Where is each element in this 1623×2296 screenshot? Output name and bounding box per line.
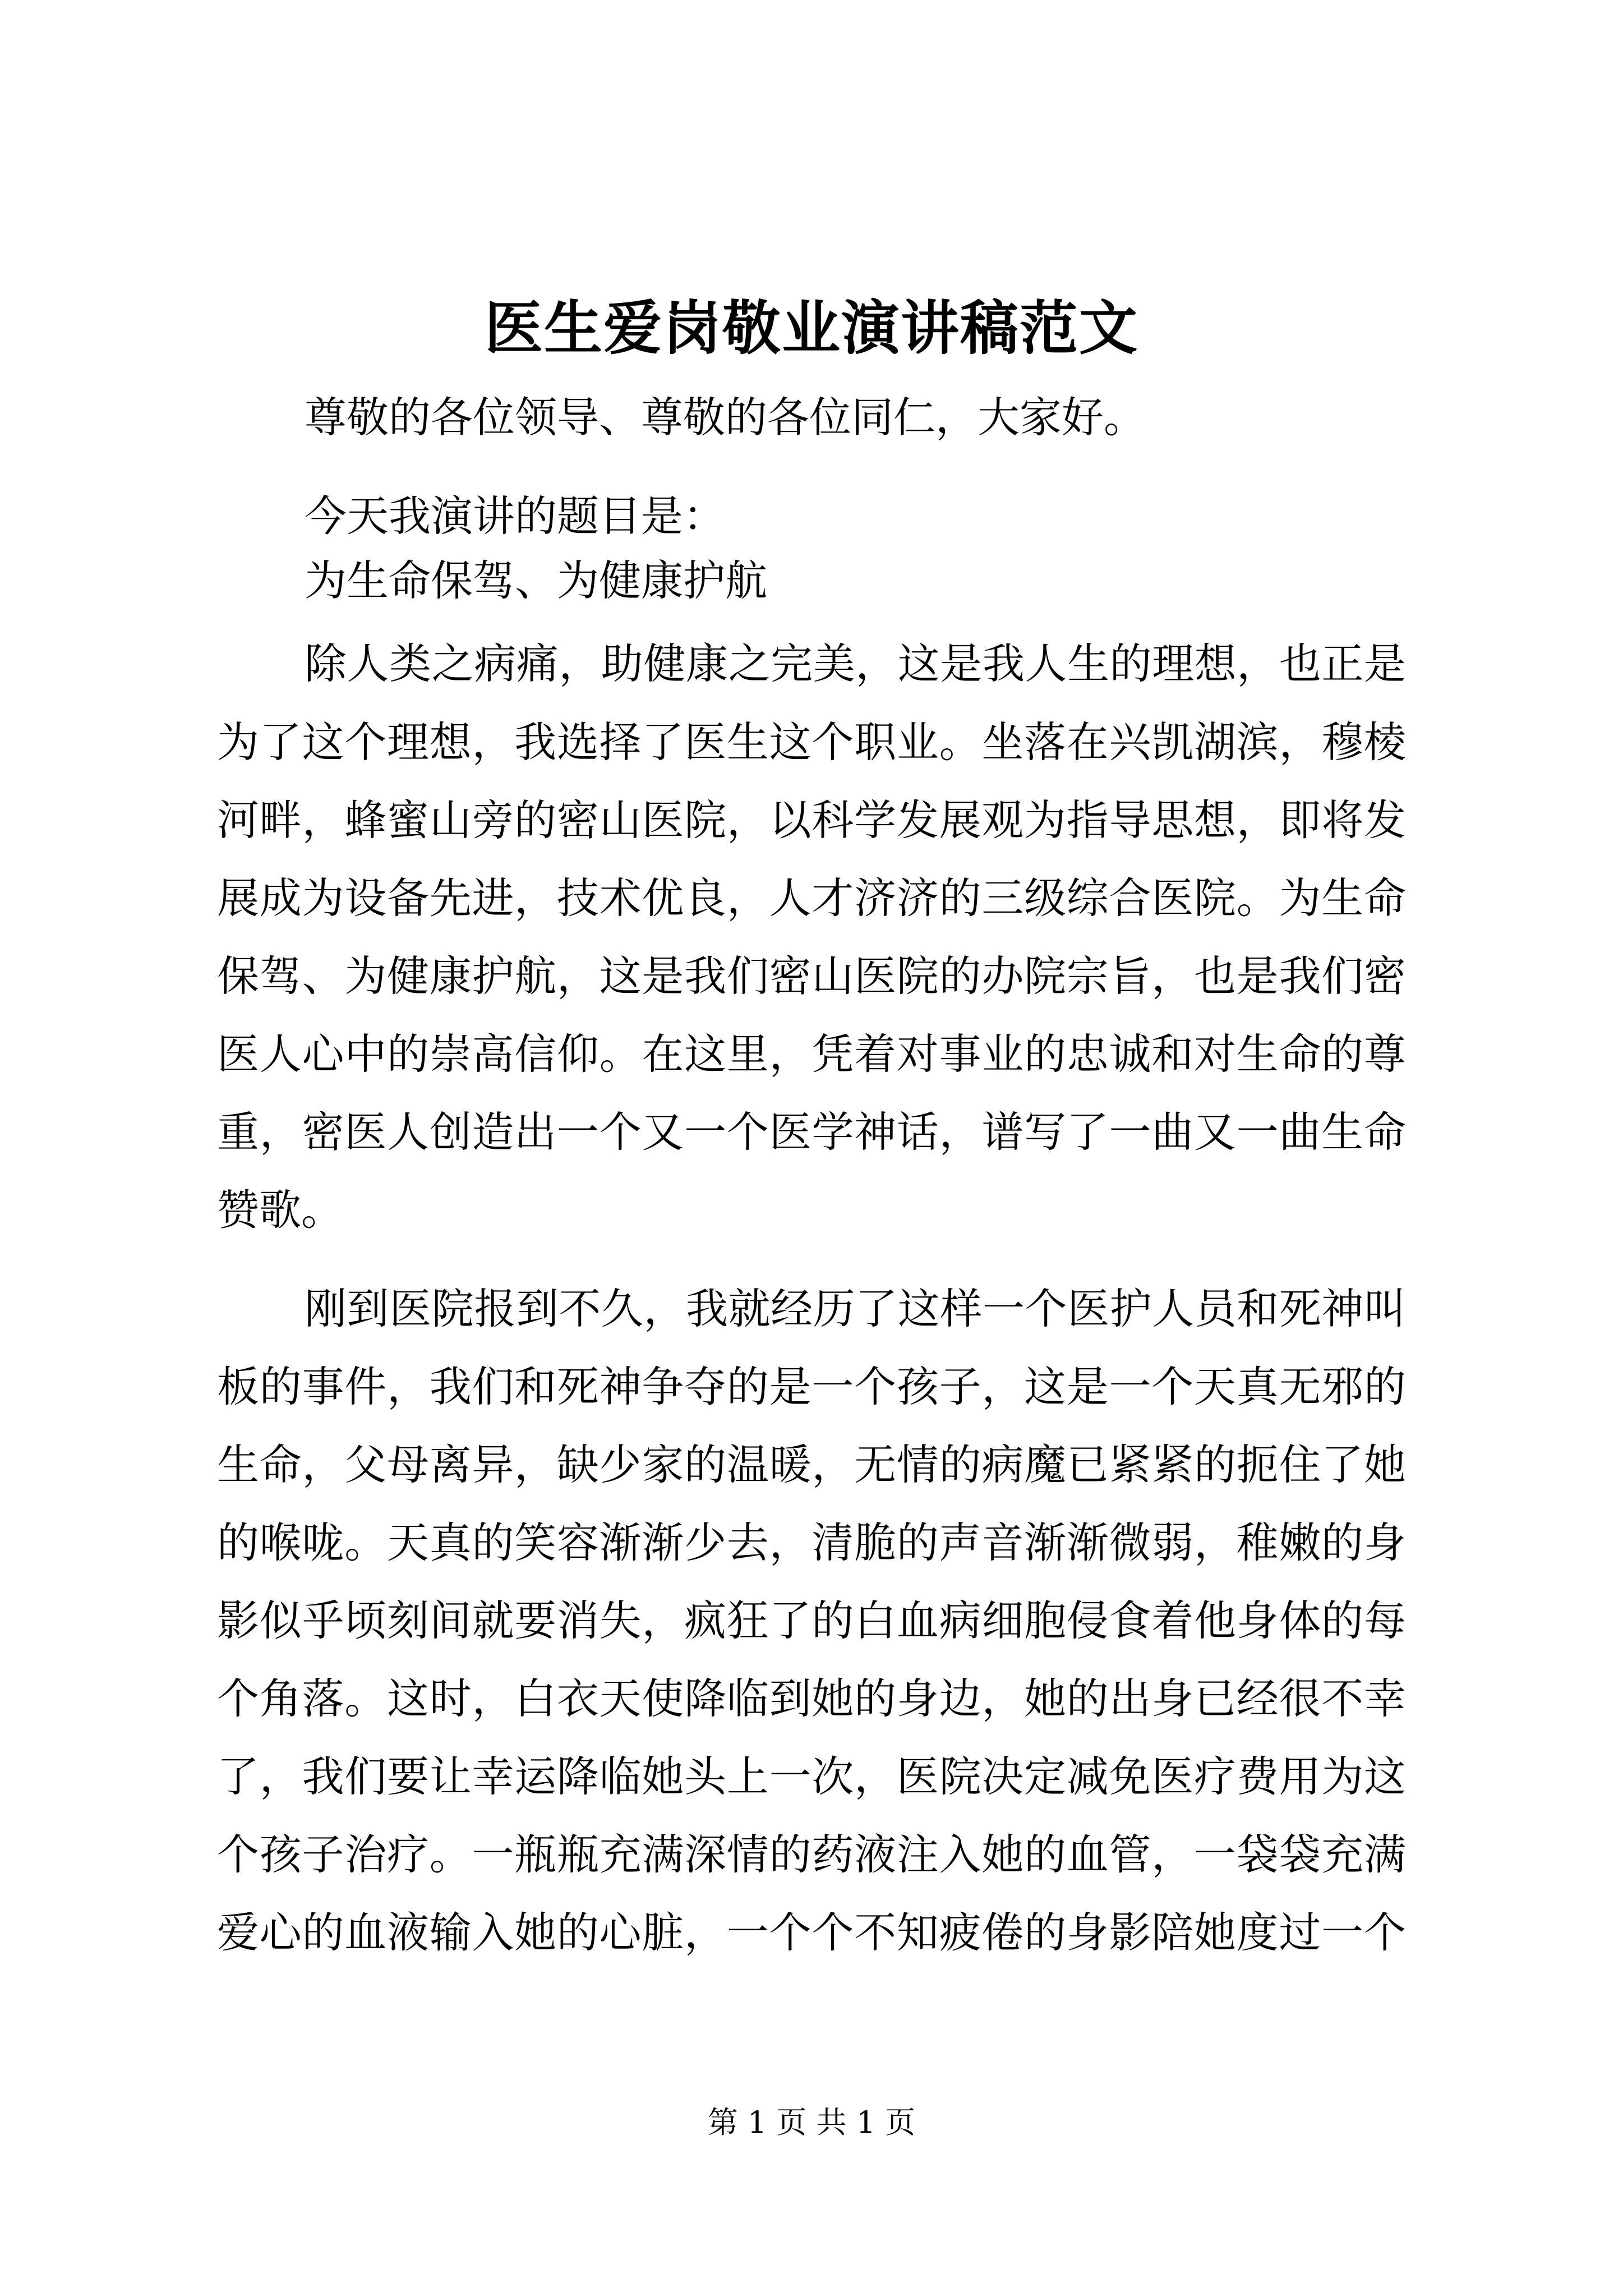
- paragraph-line: 重，密医人创造出一个又一个医学神话，谱写了一曲又一曲生命: [217, 1107, 1406, 1157]
- paragraph-line: 赞歌。: [217, 1185, 344, 1235]
- paragraph-line: 河畔，蜂蜜山旁的密山医院，以科学发展观为指导思想，即将发: [217, 795, 1406, 845]
- page-footer: 第 1 页 共 1 页: [707, 2105, 916, 2140]
- paragraph-line: 了，我们要让幸运降临她头上一次，医院决定减免医疗费用为这: [217, 1752, 1406, 1801]
- paragraph-line: 尊敬的各位领导、尊敬的各位同仁，大家好。: [305, 393, 1146, 442]
- paragraph-line: 个角落。这时，白衣天使降临到她的身边，她的出身已经很不幸: [217, 1674, 1406, 1723]
- document-title: 医生爱岗敬业演讲稿范文: [484, 293, 1138, 362]
- paragraph-line: 展成为设备先进，技术优良，人才济济的三级综合医院。为生命: [217, 873, 1406, 923]
- paragraph-line: 个孩子治疗。一瓶瓶充满深情的药液注入她的血管，一袋袋充满: [217, 1830, 1406, 1879]
- paragraph-line: 生命，父母离异，缺少家的温暖，无情的病魔已紧紧的扼住了她: [217, 1440, 1406, 1489]
- paragraph-line: 影似乎顷刻间就要消失，疯狂了的白血病细胞侵食着他身体的每: [217, 1596, 1406, 1645]
- paragraph-line: 为了这个理想，我选择了医生这个职业。坐落在兴凯湖滨，穆棱: [217, 717, 1406, 767]
- paragraph-line: 刚到医院报到不久，我就经历了这样一个医护人员和死神叫: [305, 1284, 1406, 1333]
- paragraph-line: 今天我演讲的题目是：: [305, 491, 726, 541]
- paragraph-line: 保驾、为健康护航，这是我们密山医院的办院宗旨，也是我们密: [217, 951, 1406, 1001]
- paragraph-line: 医人心中的崇高信仰。在这里，凭着对事业的忠诚和对生命的尊: [217, 1029, 1406, 1079]
- paragraph-line: 除人类之病痛，助健康之完美，这是我人生的理想，也正是: [305, 639, 1406, 688]
- paragraph-line: 爱心的血液输入她的心脏，一个个不知疲倦的身影陪她度过一个: [217, 1908, 1406, 1957]
- paragraph-line: 板的事件，我们和死神争夺的是一个孩子，这是一个天真无邪的: [217, 1362, 1406, 1411]
- paragraph-line: 为生命保驾、为健康护航: [305, 556, 768, 605]
- paragraph-line: 的喉咙。天真的笑容渐渐少去，清脆的声音渐渐微弱，稚嫩的身: [217, 1518, 1406, 1567]
